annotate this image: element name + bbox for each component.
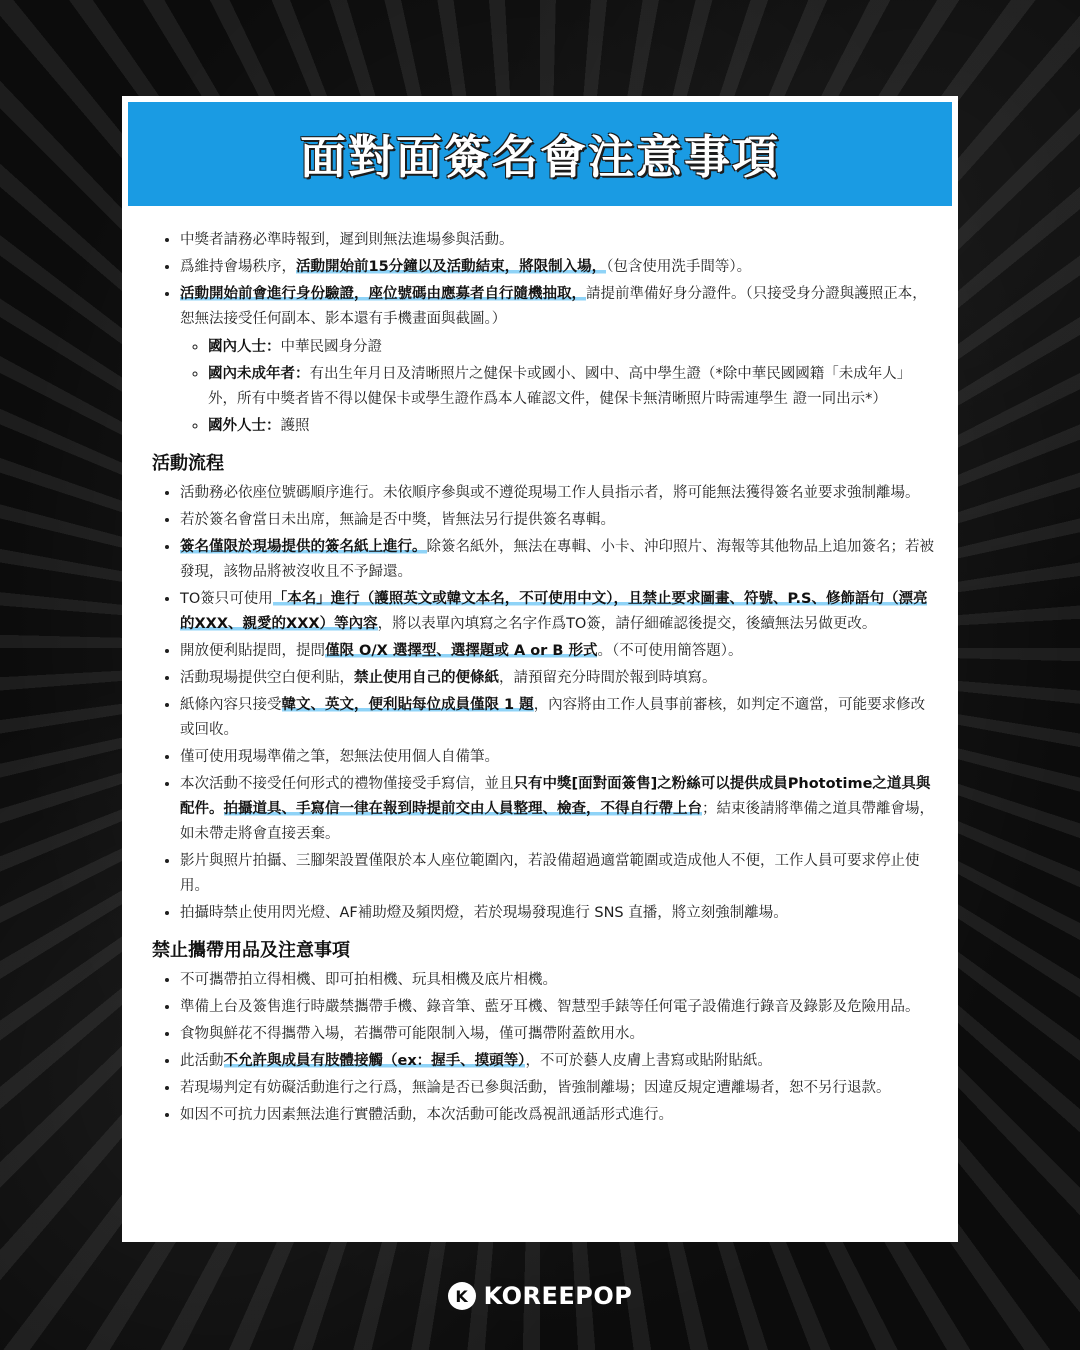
list-item: • 爲維持會場秩序，活動開始前15分鐘以及活動結束，將限制入場，（包含使用洗手間等）。 (180, 255, 936, 280)
list-item: • 影片與照片拍攝、三腳架設置僅限於本人座位範圍內，若設備超過適當範圍或造成他人不便，工作人員可要求停止使用。 (180, 849, 936, 899)
emphasis-text: 韓文、英文，便利貼每位成員僅限 1 題 (281, 697, 534, 713)
emphasis-text: 國內未成年者： (208, 366, 310, 382)
emphasis-text: 「本名」進行（護照英文或韓文本名，不可使用中文），且禁止要求圖畫、符號、P.S、修飾語句（漂亮的XXX、親愛的XXX）等內容 (180, 591, 928, 632)
koreepop-logo-icon: K (448, 1282, 476, 1310)
notice-content (128, 206, 952, 1128)
logo-text: KOREEPOP (483, 1282, 633, 1310)
section-heading-prohibited: 禁止攜帶用品及注意事項 (152, 940, 350, 961)
list-item: • 活動務必依座位號碼順序進行。未依順序參與或不遵從現場工作人員指示者，將可能無法獲得簽名並要求強制離場。 (180, 481, 936, 506)
emphasis-text: 國外人士： (208, 418, 281, 434)
list-item: • TO簽只可使用「本名」進行（護照英文或韓文本名，不可使用中文），且禁止要求圖畫、符號、P.S、修飾語句（漂亮的XXX、親愛的XXX）等內容，將以表單內填寫之名字作爲TO簽，請仔細確認後提交，後續無法另做更改。 (180, 587, 936, 637)
list-item: • 不可攜帶拍立得相機、即可拍相機、玩具相機及底片相機。 (180, 968, 936, 993)
list-item: • 若於簽名會當日未出席，無論是否中獎，皆無法另行提供簽名專輯。 (180, 508, 936, 533)
emphasis-text: 活動開始前會進行身份驗證，座位號碼由應募者自行隨機抽取， (180, 286, 586, 302)
list-item: ◦ 國外人士：護照 (208, 414, 936, 439)
list-item: • 開放便利貼提問，提問僅限 O/X 選擇型、選擇題或 A or B 形式。（不可使用簡答題）。 (180, 639, 936, 664)
emphasis-text: 僅限 O/X 選擇型、選擇題或 A or B 形式 (325, 643, 598, 659)
list-item (180, 282, 936, 439)
page-title: 面對面簽名會注意事項 (300, 130, 780, 184)
list-item: • 食物與鮮花不得攜帶入場，若攜帶可能限制入場，僅可攜帶附蓋飲用水。 (180, 1022, 936, 1047)
list-item: • 此活動不允許與成員有肢體接觸（ex：握手、摸頭等），不可於藝人皮膚上書寫或貼附貼紙。 (180, 1049, 936, 1074)
list-item: • 簽名僅限於現場提供的簽名紙上進行。除簽名紙外，無法在專輯、小卡、沖印照片、海報等其他物品上追加簽名；若被發現，該物品將被沒收且不予歸還。 (180, 535, 936, 585)
emphasis-text: 禁止使用自己的便條紙 (354, 670, 499, 686)
emphasis-text: 拍攝道具、手寫信一律在報到時提前交由人員整理、檢查，不得自行帶上台 (223, 801, 702, 817)
flow-list (148, 481, 936, 926)
emphasis-text: 只有中獎[面對面簽售]之粉絲可以提供成員Phototime之道具與配件。 (180, 776, 931, 817)
list-item: • 僅可使用現場準備之筆，恕無法使用個人自備筆。 (180, 745, 936, 770)
list-item: • 紙條內容只接受韓文、英文，便利貼每位成員僅限 1 題，內容將由工作人員事前審核，如判定不適當，可能要求修改或回收。 (180, 693, 936, 743)
prohibited-list (148, 968, 936, 1128)
id-check-text: 活動開始前會進行身份驗證，座位號碼由應募者自行隨機抽取，請提前準備好身分證件。（只接受身分證與護照正本，恕無法接受任何副本、影本還有手機畫面與截圖。） (180, 286, 927, 327)
emphasis-text: 簽名僅限於現場提供的簽名紙上進行。 (180, 539, 427, 555)
list-item: • 活動現場提供空白便利貼，禁止使用自己的便條紙，請預留充分時間於報到時填寫。 (180, 666, 936, 691)
title-banner (128, 102, 952, 206)
emphasis-text: 不允許與成員有肢體接觸（ex：握手、摸頭等） (223, 1053, 526, 1069)
id-types-list (180, 335, 936, 439)
list-item: • 如因不可抗力因素無法進行實體活動，本次活動可能改爲視訊通話形式進行。 (180, 1103, 936, 1128)
list-item: • 準備上台及簽售進行時嚴禁攜帶手機、錄音筆、藍牙耳機、智慧型手錶等任何電子設備進行錄音及錄影及危險用品。 (180, 995, 936, 1020)
intro-list (148, 228, 936, 439)
list-item: • 若現場判定有妨礙活動進行之行爲，無論是否已參與活動，皆強制離場；因違反規定遭離場者，恕不另行退款。 (180, 1076, 936, 1101)
list-item: • 本次活動不接受任何形式的禮物僅接受手寫信，並且只有中獎[面對面簽售]之粉絲可以提供成員Phototime之道具與配件。拍攝道具、手寫信一律在報到時提前交由人員整理、檢查，不得自行帶上台；結束後請將準備之道具帶離會場，如未帶走將會直接丟棄。 (180, 772, 936, 847)
list-item: • 中獎者請務必準時報到，遲到則無法進場參與活動。 (180, 228, 936, 253)
notice-card (122, 96, 958, 1242)
section-heading-flow: 活動流程 (152, 453, 224, 474)
list-item: ◦ 國內人士：中華民國身分證 (208, 335, 936, 360)
emphasis-text: 國內人士： (208, 339, 281, 355)
list-item: • 拍攝時禁止使用閃光燈、AF補助燈及頻閃燈，若於現場發現進行 SNS 直播，將立刻強制離場。 (180, 901, 936, 926)
emphasis-text: 活動開始前15分鐘以及活動結束，將限制入場， (296, 259, 607, 275)
footer-logo (0, 1282, 1080, 1310)
list-item: ◦ 國內未成年者：有出生年月日及清晰照片之健保卡或國小、國中、高中學生證（*除中華民國國籍「未成年人」外，所有中獎者皆不得以健保卡或學生證作爲本人確認文件，健保卡無清晰照片時需連學生 證一同出示*） (208, 362, 936, 412)
